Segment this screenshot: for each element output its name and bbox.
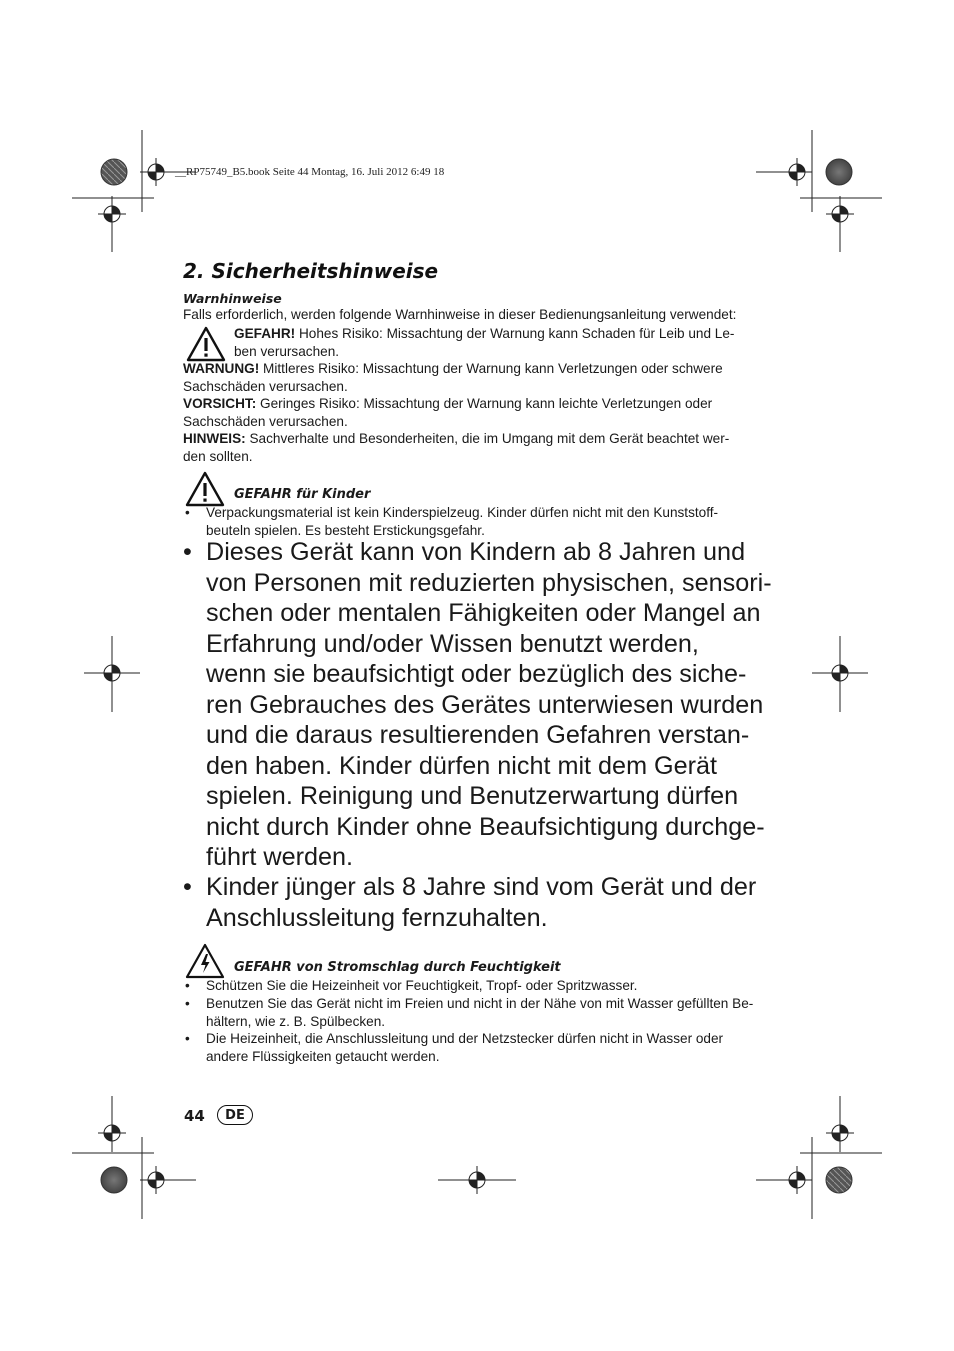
vorsicht-text: Geringes Risiko: Missachtung der Warnung kann leichte Verletzungen oder [256, 396, 713, 411]
large-text-line: ren Gebrauches des Gerätes unterwiesen wurden [206, 690, 764, 719]
vorsicht-line-2: Sachschäden verursachen. [183, 414, 348, 429]
electric-hazard-icon [185, 943, 225, 979]
vorsicht-label: VORSICHT: [183, 396, 257, 411]
gefahr-line-2: ben verursachen. [234, 344, 340, 359]
bullet: • [185, 978, 190, 993]
registration-mark-icon [140, 1166, 196, 1194]
registration-mark-icon [438, 1166, 516, 1194]
language-badge: DE [217, 1105, 253, 1125]
electric-item-3-line-2: andere Flüssigkeiten getaucht werden. [206, 1049, 440, 1064]
subheading-warnhinweise: Warnhinweise [183, 291, 282, 306]
warning-definitions [183, 306, 763, 476]
large-text-line: und die daraus resultierenden Gefahren verstan- [206, 721, 750, 749]
warning-triangle-icon [186, 326, 226, 362]
large-text-line: schen oder mentalen Fähigkeiten oder Mangel an [206, 599, 761, 627]
intro-text: Falls erforderlich, werden folgende Warnhinweise in dieser Bedienungsanleitung verwendet: [183, 307, 737, 322]
registration-mark-icon [756, 158, 812, 186]
electric-item-2-line-1: Benutzen Sie das Gerät nicht im Freien und nicht in der Nähe von mit Wasser gefüllten Be- [206, 996, 754, 1011]
warning-triangle-icon [185, 471, 225, 507]
large-text-line: Kinder jünger als 8 Jahre sind vom Gerät und der [206, 873, 757, 901]
registration-mark-icon [98, 1096, 126, 1152]
electric-hazard-title: GEFAHR von Stromschlag durch Feuchtigkeit [234, 960, 561, 975]
hinweis-text: Sachverhalte und Besonderheiten, die im Umgang mit dem Gerät beachtet wer- [245, 431, 730, 446]
large-text-line: führt werden. [206, 843, 354, 871]
large-text-line: den haben. Kinder dürfen nicht mit dem Gerät [206, 751, 718, 780]
gefahr-line-1 [234, 325, 734, 343]
color-calibration-icon [101, 1167, 127, 1193]
section-title: 2. Sicherheitshinweise [183, 259, 439, 283]
bullet: • [183, 538, 192, 566]
children-item-1 [183, 504, 763, 540]
electric-item-2-line-2: hältern, wie z. B. Spülbecken. [206, 1014, 386, 1029]
children-hazard-title: GEFAHR für Kinder [234, 487, 371, 502]
registration-mark-icon [84, 636, 140, 712]
electric-item-1: Schützen Sie die Heizeinheit vor Feuchtigkeit, Tropf- oder Spritzwasser. [206, 978, 638, 993]
electric-item-3-line-1: Die Heizeinheit, die Anschlussleitung und der Netzstecker dürfen nicht in Wasser oder [206, 1031, 724, 1046]
bullet: • [185, 996, 190, 1011]
color-calibration-icon [101, 159, 127, 185]
color-calibration-icon [826, 159, 852, 185]
large-text-line: Dieses Gerät kann von Kindern ab 8 Jahren und [206, 538, 746, 566]
children-item-1-line-1: Verpackungsmaterial ist kein Kinderspielzeug. Kinder dürfen nicht mit den Kunststoff- [206, 505, 719, 520]
children-item-1-line-2: beuteln spielen. Es besteht Erstickungsgefahr. [206, 523, 485, 538]
children-item-3-large [183, 872, 763, 934]
bullet: • [185, 505, 190, 520]
warnung-text: Mittleres Risiko: Missachtung der Warnung kann Verletzungen oder schwere [259, 361, 723, 376]
warnung-line-1 [183, 360, 723, 378]
vorsicht-line-1 [183, 395, 712, 413]
page-number: 44 [184, 1107, 205, 1125]
registration-mark-icon [826, 1096, 854, 1152]
gefahr-text: Hohes Risiko: Missachtung der Warnung kann Schaden für Leib und Le- [295, 326, 735, 341]
warnung-label: WARNUNG! [183, 361, 260, 376]
hinweis-line-1 [183, 430, 729, 448]
print-header-file-info: __RP75749_B5.book Seite 44 Montag, 16. Juli 2012 6:49 18 [175, 166, 445, 178]
hinweis-line-2: den sollten. [183, 449, 253, 464]
registration-mark-icon [98, 196, 126, 252]
registration-mark-icon [826, 196, 854, 252]
large-text-line: nicht durch Kinder ohne Beaufsichtigung durchge- [206, 812, 765, 841]
bullet: • [183, 873, 192, 901]
large-text-line: von Personen mit reduzierten physischen, sensori- [206, 568, 772, 597]
electric-items [183, 977, 763, 1072]
hinweis-label: HINWEIS: [183, 431, 246, 446]
large-text-line: Erfahrung und/oder Wissen benutzt werden, [206, 629, 699, 658]
large-text-line: Anschlussleitung fernzuhalten. [206, 903, 548, 932]
registration-mark-icon [756, 1166, 812, 1194]
bullet: • [185, 1031, 190, 1046]
color-calibration-icon [826, 1167, 852, 1193]
large-text-line: spielen. Reinigung und Benutzerwartung dürfen [206, 782, 739, 810]
gefahr-label: GEFAHR! [234, 326, 296, 341]
children-item-2-large [183, 537, 772, 877]
registration-mark-icon [812, 636, 868, 712]
large-text-line: wenn sie beaufsichtigt oder bezüglich des siche- [206, 660, 747, 688]
warnung-line-2: Sachschäden verursachen. [183, 379, 348, 394]
